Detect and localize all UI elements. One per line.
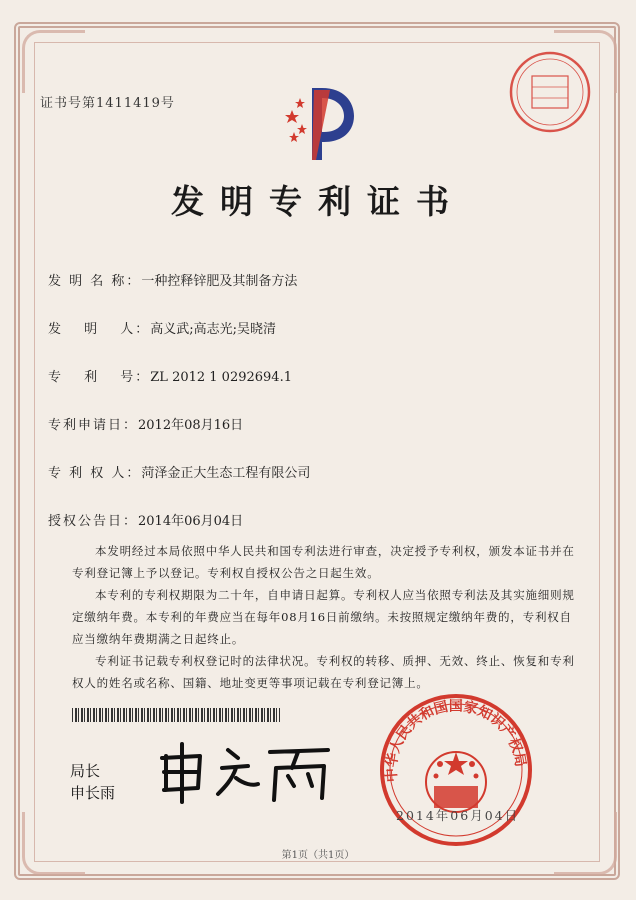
field-value: 2012年08月16日: [138, 418, 244, 433]
field-value: 一种控释锌肥及其制备方法: [141, 274, 298, 289]
field-value: 2014年06月04日: [138, 514, 244, 529]
patent-office-logo: [282, 84, 362, 164]
certificate-body: [72, 540, 582, 694]
corner-ornament-tl: [22, 30, 85, 93]
field-patentee: [48, 462, 310, 481]
field-filing-date: [48, 414, 243, 433]
corner-ornament-br: [554, 812, 617, 875]
body-paragraph: 专利证书记载专利权登记时的法律状况。专利权的转移、质押、无效、终止、恢复和专利权人的姓名或名称、国籍、地址变更等事项记载在专利登记簿上。: [72, 654, 575, 690]
seal-text: 中华人民共和国国家知识产权局: [383, 698, 529, 783]
field-grant-date: [48, 510, 243, 529]
certificate-title: 发明专利证书: [171, 182, 465, 221]
signatory-name: 申长雨: [70, 784, 116, 802]
field-invention-name: [48, 270, 297, 289]
field-label: 专 利 权 人：: [48, 466, 142, 481]
field-inventors: [48, 318, 276, 337]
field-value: 高义武;高志光;吴晓清: [150, 322, 277, 337]
field-label: 专利申请日：: [48, 418, 139, 433]
field-patent-number: [48, 366, 292, 385]
page-footer: 第1页（共1页）: [281, 850, 355, 861]
barcode: [72, 708, 280, 722]
field-label: 专 利 号：: [48, 370, 151, 385]
field-value: ZL 2012 1 0292694.1: [150, 370, 292, 385]
tax-stamp: [508, 50, 592, 134]
body-paragraph: 本专利的专利权期限为二十年，自申请日起算。专利权人应当依照专利法及其实施细则规定缴纳年费。本专利的年费应当在每年08月16日前缴纳。未按照规定缴纳年费的，专利权自应当缴纳年费期满之日起终止。: [72, 588, 575, 646]
field-label: 发 明 人：: [48, 322, 151, 337]
official-seal: [376, 690, 536, 850]
certificate-number: 证书号第1411419号: [40, 96, 175, 111]
field-label: 发 明 名 称：: [48, 274, 142, 289]
body-paragraph: 本发明经过本局依照中华人民共和国专利法进行审查，决定授予专利权，颁发本证书并在专利登记簿上予以登记。专利权自授权公告之日起生效。: [72, 544, 575, 580]
field-value: 菏泽金正大生态工程有限公司: [141, 466, 311, 481]
handwritten-signature: [152, 738, 342, 806]
corner-ornament-bl: [22, 812, 85, 875]
issue-date: 2014年06月04日: [396, 808, 520, 823]
signatory-title: 局长: [70, 762, 101, 780]
field-label: 授权公告日：: [48, 514, 139, 529]
